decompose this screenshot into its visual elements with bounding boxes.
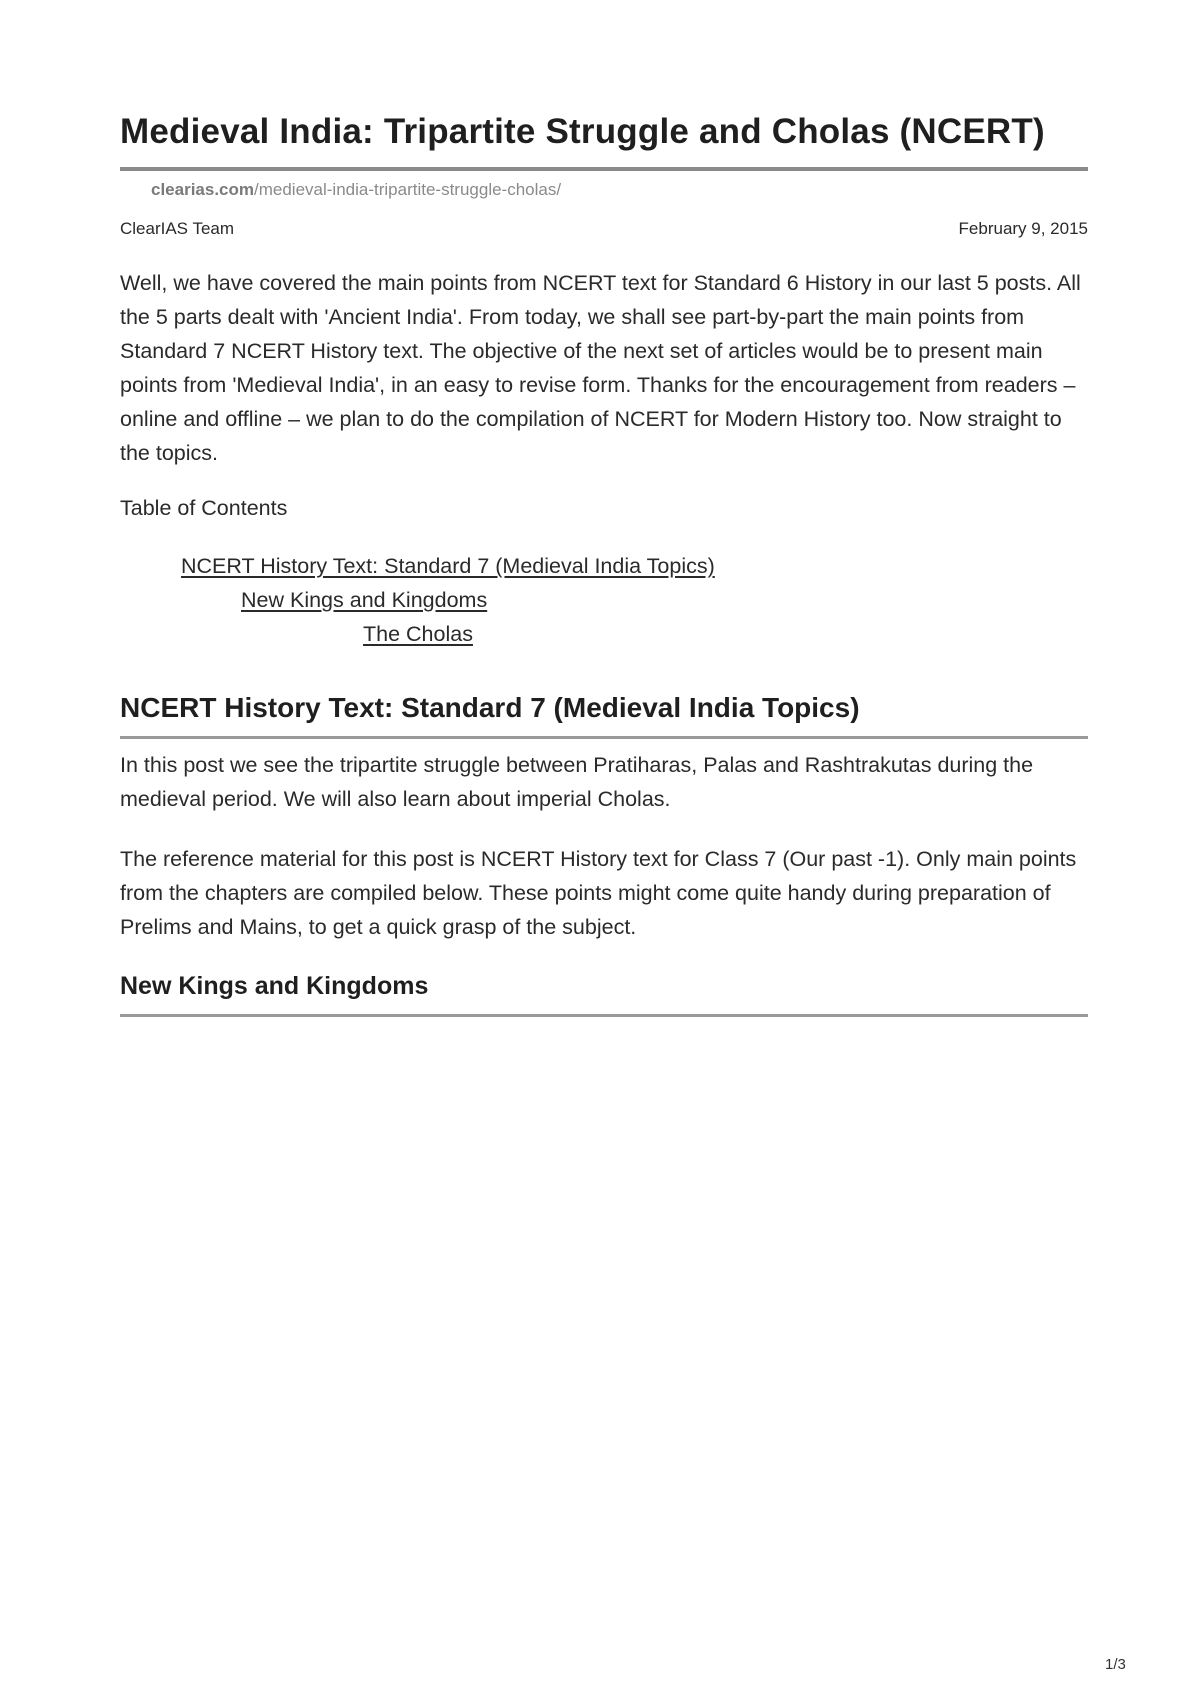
section-heading-new-kings: New Kings and Kingdoms	[120, 972, 429, 1000]
intro-paragraph: Well, we have covered the main points from NCERT text for Standard 6 History in our last 5 posts. All the 5 parts dealt with 'Ancient India'. From today, we shall see part-by-part the main points from Standard 7 NCERT History text. The objective of the next set of articles would be to present main points from 'Medieval India', in an easy to revise form. Thanks for the encouragement from readers – online and offline – we plan to do the compilation of NCERT for Modern History too. Now straight to the topics.	[120, 271, 1081, 465]
article-title: Medieval India: Tripartite Struggle and Cholas (NCERT)	[120, 112, 1045, 151]
source-path: /medieval-india-tripartite-struggle-cholas/	[254, 180, 562, 199]
source-domain: clearias.com	[151, 180, 255, 199]
toc-link-ncert-history[interactable]: NCERT History Text: Standard 7 (Medieval India Topics)	[181, 554, 715, 578]
page-number: 1/3	[1105, 1656, 1126, 1673]
article-author: ClearIAS Team	[120, 219, 235, 238]
section-heading-ncert: NCERT History Text: Standard 7 (Medieval India Topics)	[120, 692, 860, 723]
title-divider	[120, 167, 1088, 171]
ncert-paragraph-2: The reference material for this post is NCERT History text for Class 7 (Our past -1). Only main points from the chapters are compiled below. These points might come quite handy during preparation of Prelims and Mains, to get a quick grasp of the subject.	[120, 847, 1077, 939]
ncert-paragraph-1: In this post we see the tripartite struggle between Pratiharas, Palas and Rashtrakutas during the medieval period. We will also learn about imperial Cholas.	[120, 753, 1034, 811]
section-divider-ncert	[120, 736, 1088, 739]
toc-link-new-kings[interactable]: New Kings and Kingdoms	[241, 588, 488, 612]
toc-link-cholas[interactable]: The Cholas	[363, 622, 473, 646]
section-divider-new-kings	[120, 1014, 1088, 1017]
toc-heading: Table of Contents	[120, 496, 288, 520]
source-url[interactable]	[151, 180, 561, 200]
article-date: February 9, 2015	[958, 219, 1088, 238]
